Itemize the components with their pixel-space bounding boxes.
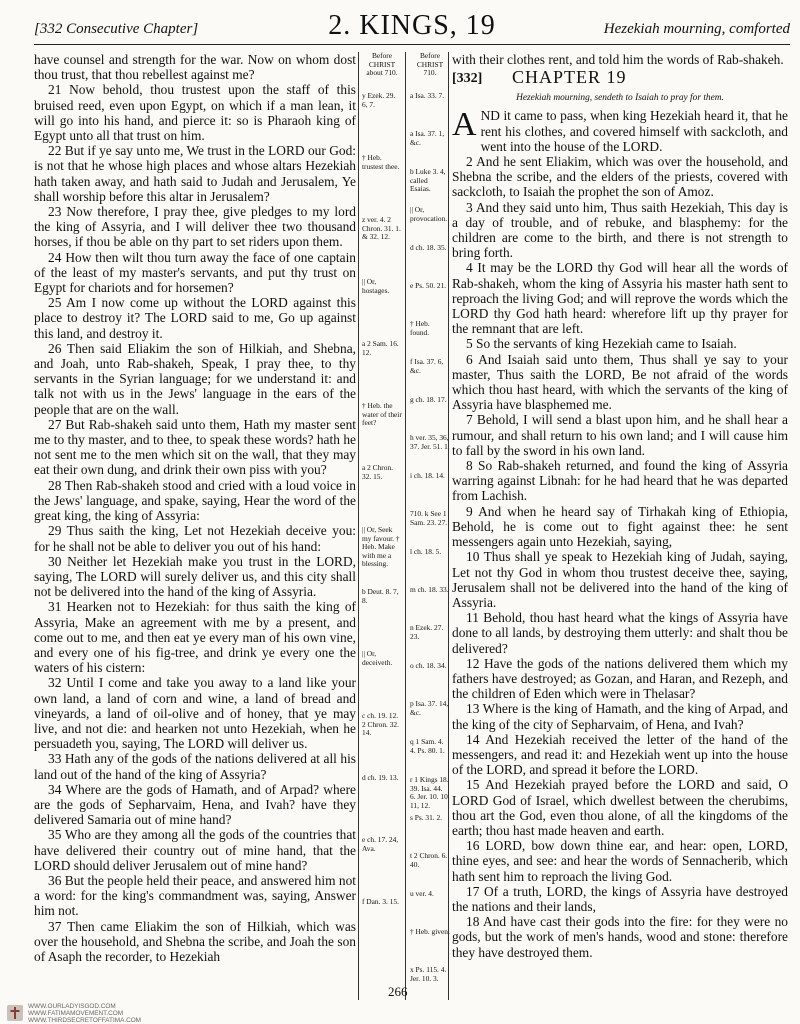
verse: 14 And Hezekiah received the letter of the hand of the messengers, and read it: and Hezekiah went up into the house of the LORD, and spread it before the LORD. (452, 731, 788, 778)
column-divider (405, 52, 406, 1000)
verse: 15 And Hezekiah prayed before the LORD and said, O LORD God of Israel, which dwellest between the cherubims, thou art the God, even thou alone, of all the kingdoms of the earth; thou hast made heaven and earth. (452, 777, 788, 838)
margin-note: n Ezek. 27. 23. (410, 623, 444, 641)
margin-date-label-right: Before CHRIST 710. (416, 51, 444, 78)
margin-note: s Ps. 31. 2. (410, 813, 443, 822)
verse: 10 Thus shall ye speak to Hezekiah king of Judah, saying, Let not thy God in whom thou trustest deceive thee, saying, Jerusalem shall not be delivered into the hand of the king of Assyria. (452, 549, 788, 610)
page-footer (0, 1002, 800, 1024)
verse: 8 So Rab-shakeh returned, and found the king of Assyria warring against Libnah: for he had heard that he was departed from Lachish. (452, 458, 788, 504)
margin-note: y Ezek. 29. 6, 7. (362, 91, 396, 109)
margin-note: † Heb. found. (410, 319, 430, 337)
drop-cap: A (452, 106, 477, 144)
margin-note: e ch. 17. 24, Ava. (362, 835, 399, 853)
margin-note: † Heb. the water of their feet? (362, 401, 402, 428)
verse: 24 How then wilt thou turn away the face of one captain of the least of my master's servants, and put thy trust on Egypt for chariots and for horsemen? (34, 249, 356, 296)
margin-note: u ver. 4. (410, 889, 434, 898)
margin-note: || Or, provocation. (410, 205, 448, 223)
page-number: 266 (388, 984, 408, 999)
verse: 3 And they said unto him, Thus saith Hezekiah, This day is a day of trouble, and of rebuke, and blasphemy: for the children are come to the birth, and there is not strength to bring forth. (452, 199, 788, 261)
verse: 22 But if ye say unto me, We trust in the LORD our God: is not that he whose high places and whose altars Hezekiah hath taken away, and hath said to Judah and Jerusalem, Ye shall worship before this altar in Jerusalem? (34, 143, 356, 204)
verse: 37 Then came Eliakim the son of Hilkiah, which was over the household, and Shebna the scribe, and Joah the son of Asaph the recorder, to Hezekiah (34, 918, 356, 964)
margin-note: r 1 Kings 18. 39. Isa. 44. 6. Jer. 10. 10, 11, 12. (410, 775, 450, 810)
footer-link[interactable]: WWW.OURLADYISGOD.COM (28, 1003, 116, 1010)
verse: 31 Hearken not to Hezekiah: for thus saith the king of Assyria, Make an agreement with me by a present, and come out to me, and then eat ye every man of his own vine, and every one of his fig-tree, and drink ye every one the waters of his cistern: (34, 599, 356, 676)
margin-note: i ch. 18. 14. (410, 471, 445, 480)
page-header (34, 8, 790, 45)
column-divider (358, 52, 359, 1000)
margin-note: l ch. 18. 5. (410, 547, 442, 556)
footer-link[interactable]: WWW.THIRDSECRETOFFATIMA.COM (28, 1016, 142, 1024)
verse: 33 Hath any of the gods of the nations delivered at all his land out of the hand of the king of Assyria? (34, 751, 356, 782)
margin-note: g ch. 18. 17. (410, 395, 447, 404)
verse: 26 Then said Eliakim the son of Hilkiah, and Shebna, and Joah, unto Rab-shakeh, Speak, I pray thee, to thy servants in the Syrian language; for we understand it: and talk not with us in the Jews' language in the ears of the people that are on the wall. (34, 340, 356, 417)
verse-intro: with their clothes rent, and told him the words of Rab-shakeh. (452, 52, 784, 67)
verse: 29 Thus saith the king, Let not Hezekiah deceive you: for he shall not be able to deliver you out of his hand: (34, 523, 356, 554)
verse: 25 Am I now come up without the LORD against this place to destroy it? The LORD said to me, Go up against this land, and destroy it. (34, 295, 356, 341)
verse: 4 It may be the LORD thy God will hear all the words of Rab-shakeh, whom the king of Assyria his master hath sent to reproach the living God; and will reprove the words which the LORD thy God hath heard: wherefore lift up thy prayer for the remnant that are left. (452, 260, 788, 337)
verse-1-text: ND it came to pass, when king Hezekiah heard it, that he rent his clothes, and covered himself with sackcloth, and went into the house of the LORD. (480, 108, 788, 154)
margin-note: q 1 Sam. 4. 4. Ps. 80. 1. (410, 737, 445, 755)
footer-link[interactable]: WWW.FATIMAMOVEMENT.COM (28, 1009, 124, 1017)
margin-note: † Heb. trustest thee. (362, 153, 400, 171)
margin-date-label: Before CHRIST about 710. (366, 51, 398, 78)
verse: 9 And when he heard say of Tirhakah king of Ethiopia, Behold, he is come out to fight against thee: he sent messengers again unto Hezekiah, saying, (452, 503, 788, 550)
verse: 32 Until I come and take you away to a land like your own land, a land of corn and wine, a land of bread and vineyards, a land of oil-olive and of honey, that ye may live, and not die: and hearken not unto Hezekiah, when he persuadeth you, saying, The LORD will deliver us. (34, 675, 356, 752)
margin-note: a Isa. 33. 7. (410, 91, 445, 100)
margin-note: e Ps. 50. 21. (410, 281, 447, 290)
verse: 6 And Isaiah said unto them, Thus shall ye say to your master, Thus saith the LORD, Be not afraid of the words which thou hast heard, with which the servants of the king of Assyria have blasphemed me. (452, 351, 788, 413)
verse: 18 And have cast their gods into the fire: for they were no gods, but the work of men's hands, wood and stone: therefore they have destroyed them. (452, 914, 788, 960)
margin-note: d ch. 18. 35. (410, 243, 447, 252)
chapter-title: CHAPTER 19 (512, 67, 627, 88)
verse: 12 Have the gods of the nations delivered them which my fathers have destroyed; as Gozan, and Haran, and Rezeph, and the children of Eden which were in Thelasar? (452, 655, 788, 702)
margin-note: z ver. 4. 2 Chron. 31. 1. & 32. 12. (362, 215, 401, 242)
margin-note: b Luke 3. 4, called Esaias. (410, 167, 446, 194)
margin-note: 710. k See 1 Sam. 23. 27. (410, 509, 448, 527)
verse: 30 Neither let Hezekiah make you trust in the LORD, saying, The LORD will surely deliver us, and this city shall not be delivered into the hand of the king of Assyria. (34, 553, 356, 600)
header-subject: Hezekiah mourning, comforted (603, 21, 790, 37)
verse: 28 Then Rab-shakeh stood and cried with a loud voice in the Jews' language, and spake, saying, Hear the word of the great king, the king of Assyria: (34, 477, 356, 524)
verse: 5 So the servants of king Hezekiah came to Isaiah. (466, 336, 737, 352)
margin-note: p Isa. 37. 14, &c. (410, 699, 449, 717)
margin-note: c ch. 19. 12. 2 Chron. 32. 14. (362, 711, 399, 738)
header-book-title: 2. KINGS, 19 (328, 10, 496, 41)
margin-note: a 2 Chron. 32. 15. (362, 463, 393, 481)
column-divider (448, 52, 449, 1000)
margin-note: || Or, deceiveth. (362, 649, 393, 667)
margin-note: o ch. 18. 34. (410, 661, 447, 670)
chapter-heading (452, 67, 788, 89)
verse: have counsel and strength for the war. Now on whom dost thou trust, that thou rebellest against me? (34, 52, 356, 83)
footer-links (28, 1004, 141, 1024)
verse: 2 And he sent Eliakim, which was over the household, and Shebna the scribe, and the elders of the priests, covered with sackcloth, to Isaiah the prophet the son of Amoz. (452, 154, 788, 200)
verse: 17 Of a truth, LORD, the kings of Assyria have destroyed the nations and their lands, (452, 883, 788, 914)
margin-note: † Heb. given. (410, 927, 450, 936)
verse: 23 Now therefore, I pray thee, give pledges to my lord the king of Assyria, and I will deliver thee two thousand horses, if thou be able on thy part to set riders upon them. (34, 204, 356, 250)
verse: 13 Where is the king of Hamath, and the king of Arpad, and the king of the city of Sepharvaim, of Hena, and Ivah? (452, 701, 788, 732)
verse-1 (452, 108, 788, 154)
margin-note: x Ps. 115. 4. Jer. 10. 3. (410, 965, 447, 983)
header-chapter-ref: [332 Consecutive Chapter] (34, 21, 199, 37)
chapter-summary: Hezekiah mourning, sendeth to Isaiah to pray for them. (516, 93, 724, 104)
margin-note: d ch. 19. 13. (362, 773, 399, 782)
verse: 11 Behold, thou hast heard what the kings of Assyria have done to all lands, by destroying them utterly: and shalt thou be delivered? (452, 610, 788, 656)
verse: 16 LORD, bow down thine ear, and hear: open, LORD, thine eyes, and see: and hear the words of Sennacherib, which hath sent him to reproach the living God. (452, 838, 788, 884)
margin-note: b Deut. 8. 7, 8. (362, 587, 399, 605)
margin-note: || Or, Seek my favour. † Heb. Make with me a blessing. (362, 525, 400, 569)
margin-note: a 2 Sam. 16. 12. (362, 339, 399, 357)
margin-note: || Or, hostages. (362, 277, 390, 295)
left-text-column (34, 52, 356, 964)
chapter-number: [332] (452, 71, 483, 87)
right-text-column (452, 52, 788, 960)
verse: 35 Who are they among all the gods of the countries that have delivered their country out of mine hand, that the LORD should deliver Jerusalem out of mine hand? (34, 827, 356, 873)
margin-note: f Isa. 37. 6, &c. (410, 357, 444, 375)
verse: 21 Now behold, thou trustest upon the staff of this bruised reed, even upon Egypt, on which if a man lean, it will go into his hand, and pierce it: so is Pharaoh king of Egypt unto all that trust on him. (34, 82, 356, 144)
cross-emblem-icon (6, 1004, 24, 1022)
verse: 36 But the people held their peace, and answered him not a word: for the king's commandment was, saying, Answer him not. (34, 872, 356, 919)
verse: 34 Where are the gods of Hamath, and of Arpad? where are the gods of Sepharvaim, Hena, and Ivah? have they delivered Samaria out of mine hand? (34, 781, 356, 828)
margin-note: f Dan. 3. 15. (362, 897, 399, 906)
margin-note: t 2 Chron. 6. 40. (410, 851, 448, 869)
verse: 27 But Rab-shakeh said unto them, Hath my master sent me to thy master, and to thee, to speak these words? hath he not sent me to the men which sit on the wall, that they may eat their own dung, and drink their own piss with you? (34, 416, 356, 478)
margin-note: h ver. 35, 36, 37. Jer. 51. 1. (410, 433, 450, 451)
verse: 7 Behold, I will send a blast upon him, and he shall hear a rumour, and shall return to his own land; and I will cause him to fall by the sword in his own land. (452, 412, 788, 458)
margin-note: a Isa. 37. 1, &c. (410, 129, 445, 147)
margin-note: m ch. 18. 33. (410, 585, 449, 594)
